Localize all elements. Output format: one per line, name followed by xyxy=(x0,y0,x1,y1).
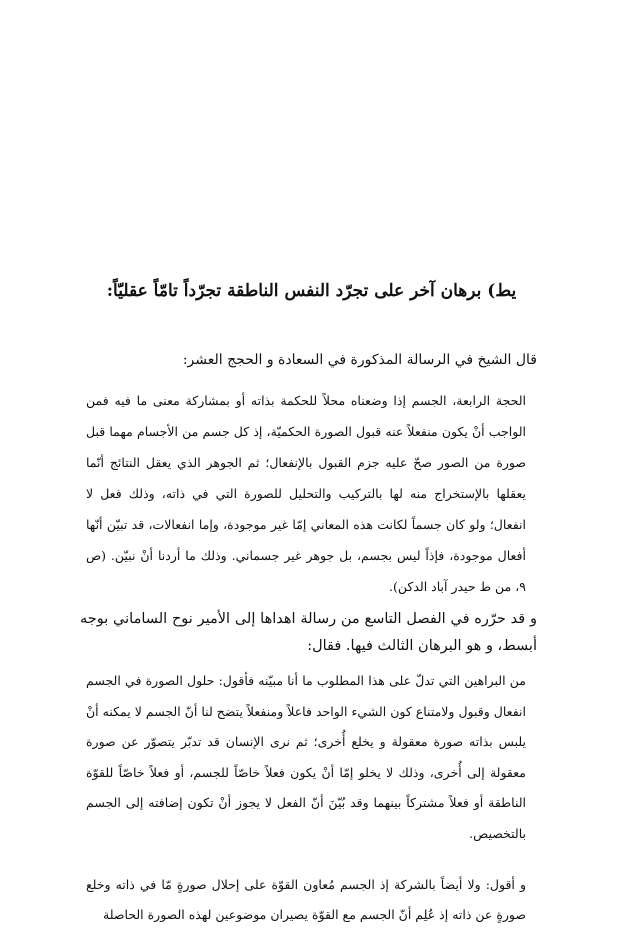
body-paragraph: و قد حرّره في الفصل التاسع من رسالة اهداها إلى الأمير نوح الساماني بوجه أبسط، و هو البرهان الثالث فيها. فقال: xyxy=(80,611,537,654)
quote-block-2: من البراهين التي تدلّ على هذا المطلوب ما أنا مبيّنه فأقول: حلول الصورة في الجسم انفعال وقبول ولامتناع كون الشيء الواحد فاعلاً ومنفعلاً يتضح لنا أنّ الجسم لا يمكنه أنْ يلبس بذاته صورة معقولة و يخلع أُخرى؛ ثم نرى الإنسان قد تدبّر يتصوّر عن صورة معقولة إلى أُخرى، وذلك لا يخلو إمّا أنْ يكون فعلاً خاصّاً للجسم، أو فعلاً خاصّاً للقوّة الناطقة أو فعلاً مشتركاً بينهما وقد بُيّنَ أنّ الفعل لا يجوز أنْ تكون إضافته إلى الجسم بالتخصيص. xyxy=(86,673,526,841)
quote-block-3: و أقول: ولا أيضاً بالشركة إذ الجسم مُعاون القوّة على إحلال صورةٍ مّا في ذاته وخلع صورةٍ عن ذاته إذ عُلِم أنّ الجسم مع القوّة يصيران موضوعين لهذه الصورة الحاصلة xyxy=(86,877,526,922)
intro-line: قال الشيخ في الرسالة المذكورة في السعادة و الحجج العشر: xyxy=(182,352,537,368)
section-heading: يط) برهان آخر على تجرّد النفس الناطقة تجرّداً تامّاً عقليّاً: xyxy=(106,281,517,301)
quote-block-1: الحجة الرابعة، الجسم إذا وضعناه محلاً للحكمة بذاته أو بمشاركة معنى ما فيه فمن الواجب أنْ يكون منفعلاً عنه قبول الصورة الحكميّة، إذ كل جسم من الأجسام مهما قبل صورة من الصور صحّ عليه جزم القبول بالإنفعال؛ ثم الجوهر الذي يعقل النتائج أنّما يعقلها بالإستخراج منه لها بالتركيب والتحليل للصورة التي في ذاته، وذلك فعل لا انفعال؛ ولو كان جسماً لكانت هذه المعاني إمّا غير موجودة، وإما انفعالات، قد تبيّن أنّها أفعال موجودة، فإذاً ليس بجسم، بل جوهر غير جسماني. وذلك ما أردنا أنْ نبيّن. (ص ٩، من ط حيدر آباد الدكن). xyxy=(86,393,526,594)
